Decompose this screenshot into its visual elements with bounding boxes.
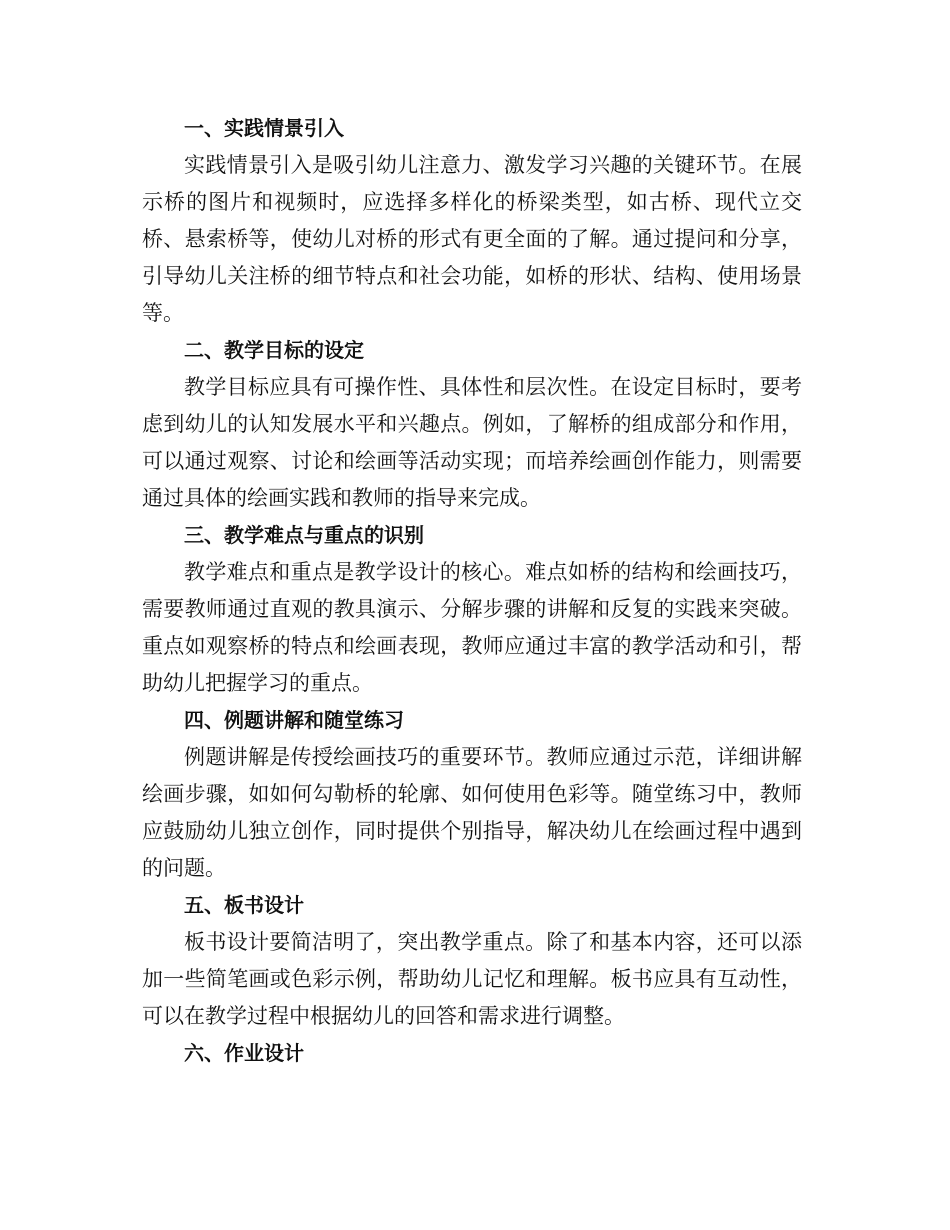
section-blackboard-design (142, 887, 802, 1035)
section-teaching-goals (142, 332, 802, 517)
section-examples-and-practice (142, 702, 802, 887)
section-heading: 五、板书设计 (184, 893, 304, 917)
section-heading: 一、实践情景引入 (184, 116, 344, 140)
section-heading: 二、教学目标的设定 (184, 338, 364, 362)
section-paragraph: 教学目标应具有可操作性、具体性和层次性。在设定目标时，要考虑到幼儿的认知发展水平和兴趣点。例如，了解桥的组成部分和作用，可以通过观察、讨论和绘画等活动实现；而培养绘画创作能力，则需要通过具体的绘画实践和教师的指导来完成。 (142, 375, 802, 510)
section-homework-design (142, 1035, 802, 1072)
section-heading: 四、例题讲解和随堂练习 (184, 708, 404, 732)
section-paragraph: 教学难点和重点是教学设计的核心。难点如桥的结构和绘画技巧，需要教师通过直观的教具演示、分解步骤的讲解和反复的实践来突破。重点如观察桥的特点和绘画表现，教师应通过丰富的教学活动和引，帮助幼儿把握学习的重点。 (142, 560, 802, 695)
section-paragraph: 板书设计要简洁明了，突出教学重点。除了和基本内容，还可以添加一些简笔画或色彩示例，帮助幼儿记忆和理解。板书应具有互动性，可以在教学过程中根据幼儿的回答和需求进行调整。 (142, 930, 802, 1028)
document-content (142, 110, 802, 1072)
section-difficulties-and-key-points (142, 517, 802, 702)
section-paragraph: 实践情景引入是吸引幼儿注意力、激发学习兴趣的关键环节。在展示桥的图片和视频时，应选择多样化的桥梁类型，如古桥、现代立交桥、悬索桥等，使幼儿对桥的形式有更全面的了解。通过提问和分享，引导幼儿关注桥的细节特点和社会功能，如桥的形状、结构、使用场景等。 (142, 153, 802, 325)
section-paragraph: 例题讲解是传授绘画技巧的重要环节。教师应通过示范，详细讲解绘画步骤，如如何勾勒桥的轮廓、如何使用色彩等。随堂练习中，教师应鼓励幼儿独立创作，同时提供个别指导，解决幼儿在绘画过程中遇到的问题。 (142, 745, 802, 880)
section-heading: 六、作业设计 (184, 1041, 304, 1065)
section-practice-scenario (142, 110, 802, 332)
section-heading: 三、教学难点与重点的识别 (184, 523, 424, 547)
